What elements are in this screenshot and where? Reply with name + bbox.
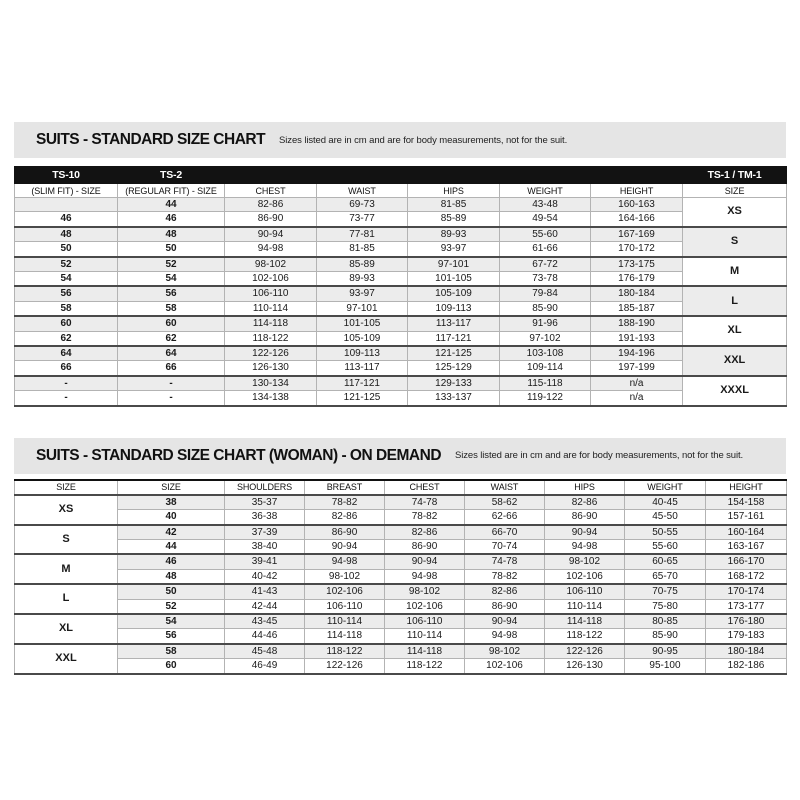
measurement-cell: 77-81 bbox=[317, 227, 408, 242]
measurement-cell: 101-105 bbox=[408, 272, 500, 287]
measurement-cell: 36-38 bbox=[225, 510, 305, 525]
table-row bbox=[15, 242, 787, 257]
measurement-cell: 103-108 bbox=[500, 346, 591, 361]
table-row bbox=[15, 525, 787, 540]
mens-chart-subtitle: Sizes listed are in cm and are for body measurements, not for the suit. bbox=[279, 134, 568, 146]
measurement-cell: 102-106 bbox=[545, 569, 625, 584]
measurement-cell: 90-94 bbox=[385, 554, 465, 569]
measurement-cell: 86-90 bbox=[305, 525, 385, 540]
size-number-cell: 46 bbox=[118, 554, 225, 569]
column-header: HEIGHT bbox=[706, 480, 787, 495]
measurement-cell: 167-169 bbox=[591, 227, 683, 242]
size-group-cell: XXL bbox=[683, 346, 787, 376]
measurement-cell: 160-163 bbox=[591, 198, 683, 212]
table-row bbox=[15, 376, 787, 391]
table-row bbox=[15, 286, 787, 301]
measurement-cell: 41-43 bbox=[225, 584, 305, 599]
measurement-cell: 98-102 bbox=[225, 257, 317, 272]
measurement-cell: 55-60 bbox=[500, 227, 591, 242]
measurement-cell: 113-117 bbox=[408, 316, 500, 331]
measurement-cell: 78-82 bbox=[305, 495, 385, 510]
measurement-cell: 166-170 bbox=[706, 554, 787, 569]
measurement-cell: 121-125 bbox=[317, 391, 408, 406]
measurement-cell: 49-54 bbox=[500, 212, 591, 227]
measurement-cell: 179-183 bbox=[706, 629, 787, 644]
slim-size-cell: 52 bbox=[15, 257, 118, 272]
column-header: (REGULAR FIT) - SIZE bbox=[118, 184, 225, 198]
measurement-cell: 122-126 bbox=[225, 346, 317, 361]
table-row bbox=[15, 584, 787, 599]
measurement-cell: 44-46 bbox=[225, 629, 305, 644]
measurement-cell: 89-93 bbox=[408, 227, 500, 242]
table-row bbox=[15, 644, 787, 659]
measurement-cell: 180-184 bbox=[591, 286, 683, 301]
measurement-cell: 60-65 bbox=[625, 554, 706, 569]
measurement-cell: 114-118 bbox=[305, 629, 385, 644]
regular-size-cell: 48 bbox=[118, 227, 225, 242]
measurement-cell: 197-199 bbox=[591, 361, 683, 376]
measurement-cell: 90-94 bbox=[225, 227, 317, 242]
measurement-cell: 69-73 bbox=[317, 198, 408, 212]
measurement-cell: 66-70 bbox=[465, 525, 545, 540]
regular-size-cell: 54 bbox=[118, 272, 225, 287]
measurement-cell: 81-85 bbox=[317, 242, 408, 257]
column-header: WEIGHT bbox=[500, 184, 591, 198]
slim-size-cell: 50 bbox=[15, 242, 118, 257]
measurement-cell: 110-114 bbox=[545, 599, 625, 614]
measurement-cell: 122-126 bbox=[545, 644, 625, 659]
column-header: SIZE bbox=[15, 480, 118, 495]
measurement-cell: 122-126 bbox=[305, 659, 385, 674]
regular-size-cell: 58 bbox=[118, 301, 225, 316]
measurement-cell: 182-186 bbox=[706, 659, 787, 674]
measurement-cell: 82-86 bbox=[225, 198, 317, 212]
measurement-cell: 70-75 bbox=[625, 584, 706, 599]
slim-size-cell: 48 bbox=[15, 227, 118, 242]
measurement-cell: 74-78 bbox=[465, 554, 545, 569]
measurement-cell: 117-121 bbox=[317, 376, 408, 391]
measurement-cell: 94-98 bbox=[545, 539, 625, 554]
table-row bbox=[15, 659, 787, 674]
table-row bbox=[15, 391, 787, 406]
regular-size-cell: - bbox=[118, 391, 225, 406]
measurement-cell: 176-180 bbox=[706, 614, 787, 629]
measurement-cell: 40-45 bbox=[625, 495, 706, 510]
slim-size-cell: 64 bbox=[15, 346, 118, 361]
ts10-header: TS-10 bbox=[15, 167, 118, 184]
measurement-cell: 125-129 bbox=[408, 361, 500, 376]
slim-size-cell: 46 bbox=[15, 212, 118, 227]
column-header: (SLIM FIT) - SIZE bbox=[15, 184, 118, 198]
measurement-cell: 191-193 bbox=[591, 331, 683, 346]
measurement-cell: 129-133 bbox=[408, 376, 500, 391]
measurement-cell: 97-101 bbox=[317, 301, 408, 316]
size-group-cell: XS bbox=[15, 495, 118, 525]
measurement-cell: 154-158 bbox=[706, 495, 787, 510]
womens-chart-subtitle: Sizes listed are in cm and are for body measurements, not for the suit. bbox=[455, 450, 744, 462]
size-group-cell: S bbox=[683, 227, 787, 257]
size-group-cell: XS bbox=[683, 198, 787, 227]
measurement-cell: 65-70 bbox=[625, 569, 706, 584]
regular-size-cell: 52 bbox=[118, 257, 225, 272]
size-number-cell: 52 bbox=[118, 599, 225, 614]
size-group-cell: L bbox=[683, 286, 787, 316]
measurement-cell: 58-62 bbox=[465, 495, 545, 510]
slim-size-cell: 56 bbox=[15, 286, 118, 301]
measurement-cell: 78-82 bbox=[385, 510, 465, 525]
size-group-cell: L bbox=[15, 584, 118, 614]
measurement-cell: n/a bbox=[591, 376, 683, 391]
measurement-cell: 37-39 bbox=[225, 525, 305, 540]
column-header: HIPS bbox=[545, 480, 625, 495]
measurement-cell: 79-84 bbox=[500, 286, 591, 301]
measurement-cell: 80-85 bbox=[625, 614, 706, 629]
measurement-cell: 109-113 bbox=[317, 346, 408, 361]
measurement-cell: 105-109 bbox=[317, 331, 408, 346]
table-row bbox=[15, 495, 787, 510]
measurement-cell: 102-106 bbox=[385, 599, 465, 614]
measurement-cell: 164-166 bbox=[591, 212, 683, 227]
column-header: CHEST bbox=[225, 184, 317, 198]
size-group-cell: M bbox=[683, 257, 787, 287]
measurement-cell: 40-42 bbox=[225, 569, 305, 584]
fit-header-row bbox=[15, 167, 787, 184]
measurement-cell: 113-117 bbox=[317, 361, 408, 376]
measurement-cell: 109-113 bbox=[408, 301, 500, 316]
measurement-cell: 173-175 bbox=[591, 257, 683, 272]
column-header: CHEST bbox=[385, 480, 465, 495]
measurement-cell: 170-172 bbox=[591, 242, 683, 257]
slim-size-cell: 58 bbox=[15, 301, 118, 316]
measurement-cell: 126-130 bbox=[225, 361, 317, 376]
column-header: WAIST bbox=[465, 480, 545, 495]
table-row bbox=[15, 272, 787, 287]
measurement-cell: 98-102 bbox=[305, 569, 385, 584]
measurement-cell: 94-98 bbox=[225, 242, 317, 257]
measurement-cell: 97-102 bbox=[500, 331, 591, 346]
size-number-cell: 58 bbox=[118, 644, 225, 659]
measurement-cell: 185-187 bbox=[591, 301, 683, 316]
measurement-cell: 45-50 bbox=[625, 510, 706, 525]
measurement-cell: 74-78 bbox=[385, 495, 465, 510]
table-row bbox=[15, 361, 787, 376]
regular-size-cell: 62 bbox=[118, 331, 225, 346]
column-header: HEIGHT bbox=[591, 184, 683, 198]
measurement-cell: 102-106 bbox=[225, 272, 317, 287]
measurement-cell: 82-86 bbox=[385, 525, 465, 540]
size-number-cell: 56 bbox=[118, 629, 225, 644]
measurement-cell: 133-137 bbox=[408, 391, 500, 406]
slim-size-cell: 60 bbox=[15, 316, 118, 331]
slim-size-cell: - bbox=[15, 391, 118, 406]
measurement-cell: 114-118 bbox=[385, 644, 465, 659]
measurement-cell: 114-118 bbox=[225, 316, 317, 331]
measurement-cell: 115-118 bbox=[500, 376, 591, 391]
measurement-cell: 118-122 bbox=[305, 644, 385, 659]
table-row bbox=[15, 212, 787, 227]
size-number-cell: 44 bbox=[118, 539, 225, 554]
measurement-cell: 90-94 bbox=[465, 614, 545, 629]
regular-size-cell: 56 bbox=[118, 286, 225, 301]
measurement-cell: 50-55 bbox=[625, 525, 706, 540]
measurement-cell: 97-101 bbox=[408, 257, 500, 272]
measurement-cell: 157-161 bbox=[706, 510, 787, 525]
measurement-cell: 110-114 bbox=[305, 614, 385, 629]
regular-size-cell: 66 bbox=[118, 361, 225, 376]
measurements-spacer bbox=[225, 167, 683, 184]
table-row bbox=[15, 301, 787, 316]
table-row bbox=[15, 346, 787, 361]
measurement-cell: 101-105 bbox=[317, 316, 408, 331]
measurement-cell: 90-95 bbox=[625, 644, 706, 659]
womens-chart-title-bar bbox=[14, 438, 786, 474]
measurement-cell: 98-102 bbox=[385, 584, 465, 599]
measurement-cell: 109-114 bbox=[500, 361, 591, 376]
measurement-cell: 98-102 bbox=[545, 554, 625, 569]
table-row bbox=[15, 599, 787, 614]
measurement-cell: 119-122 bbox=[500, 391, 591, 406]
table-row bbox=[15, 614, 787, 629]
measurement-cell: 85-90 bbox=[625, 629, 706, 644]
size-group-cell: XL bbox=[683, 316, 787, 346]
measurement-cell: 121-125 bbox=[408, 346, 500, 361]
measurement-cell: 180-184 bbox=[706, 644, 787, 659]
measurement-cell: 170-174 bbox=[706, 584, 787, 599]
measurement-cell: 78-82 bbox=[465, 569, 545, 584]
table-row bbox=[15, 554, 787, 569]
measurement-cell: 85-89 bbox=[408, 212, 500, 227]
regular-size-cell: 50 bbox=[118, 242, 225, 257]
size-number-cell: 38 bbox=[118, 495, 225, 510]
slim-size-cell bbox=[15, 198, 118, 212]
measurement-cell: 86-90 bbox=[385, 539, 465, 554]
size-group-cell: M bbox=[15, 554, 118, 584]
column-header: SIZE bbox=[683, 184, 787, 198]
measurement-cell: 106-110 bbox=[385, 614, 465, 629]
measurement-cell: 91-96 bbox=[500, 316, 591, 331]
size-group-cell: XXXL bbox=[683, 376, 787, 406]
measurement-cell: 38-40 bbox=[225, 539, 305, 554]
measurement-cell: 90-94 bbox=[545, 525, 625, 540]
column-header: BREAST bbox=[305, 480, 385, 495]
table-row bbox=[15, 331, 787, 346]
table-row bbox=[15, 629, 787, 644]
size-number-cell: 48 bbox=[118, 569, 225, 584]
measurement-cell: 117-121 bbox=[408, 331, 500, 346]
measurement-cell: 106-110 bbox=[305, 599, 385, 614]
measurement-cell: 55-60 bbox=[625, 539, 706, 554]
measurement-cell: 94-98 bbox=[385, 569, 465, 584]
measurement-cell: 105-109 bbox=[408, 286, 500, 301]
regular-size-cell: 60 bbox=[118, 316, 225, 331]
measurement-cell: 42-44 bbox=[225, 599, 305, 614]
size-number-cell: 54 bbox=[118, 614, 225, 629]
measurement-cell: 102-106 bbox=[465, 659, 545, 674]
measurement-cell: 85-89 bbox=[317, 257, 408, 272]
table-row bbox=[15, 569, 787, 584]
column-header-row bbox=[15, 480, 787, 495]
measurement-cell: 110-114 bbox=[385, 629, 465, 644]
measurement-cell: 46-49 bbox=[225, 659, 305, 674]
size-group-cell: S bbox=[15, 525, 118, 555]
table-row bbox=[15, 198, 787, 212]
size-group-cell: XL bbox=[15, 614, 118, 644]
size-number-cell: 50 bbox=[118, 584, 225, 599]
measurement-cell: 93-97 bbox=[408, 242, 500, 257]
measurement-cell: 160-164 bbox=[706, 525, 787, 540]
mens-chart-title-bar bbox=[14, 122, 786, 158]
measurement-cell: 114-118 bbox=[545, 614, 625, 629]
table-row bbox=[15, 539, 787, 554]
measurement-cell: 163-167 bbox=[706, 539, 787, 554]
measurement-cell: 62-66 bbox=[465, 510, 545, 525]
slim-size-cell: 54 bbox=[15, 272, 118, 287]
size-number-cell: 60 bbox=[118, 659, 225, 674]
column-header: HIPS bbox=[408, 184, 500, 198]
measurement-cell: 176-179 bbox=[591, 272, 683, 287]
measurement-cell: 89-93 bbox=[317, 272, 408, 287]
measurement-cell: 90-94 bbox=[305, 539, 385, 554]
measurement-cell: 85-90 bbox=[500, 301, 591, 316]
womens-size-table bbox=[14, 479, 787, 675]
womens-chart-title: SUITS - STANDARD SIZE CHART (WOMAN) - ON DEMAND bbox=[36, 446, 442, 464]
measurement-cell: 98-102 bbox=[465, 644, 545, 659]
measurement-cell: 118-122 bbox=[545, 629, 625, 644]
measurement-cell: 81-85 bbox=[408, 198, 500, 212]
regular-size-cell: - bbox=[118, 376, 225, 391]
measurement-cell: 70-74 bbox=[465, 539, 545, 554]
measurement-cell: 130-134 bbox=[225, 376, 317, 391]
size-number-cell: 42 bbox=[118, 525, 225, 540]
ts2-header: TS-2 bbox=[118, 167, 225, 184]
measurement-cell: 168-172 bbox=[706, 569, 787, 584]
measurement-cell: 118-122 bbox=[385, 659, 465, 674]
measurement-cell: 67-72 bbox=[500, 257, 591, 272]
measurement-cell: 39-41 bbox=[225, 554, 305, 569]
regular-size-cell: 64 bbox=[118, 346, 225, 361]
measurement-cell: 118-122 bbox=[225, 331, 317, 346]
measurement-cell: 188-190 bbox=[591, 316, 683, 331]
measurement-cell: 93-97 bbox=[317, 286, 408, 301]
table-row bbox=[15, 227, 787, 242]
table-row bbox=[15, 316, 787, 331]
measurement-cell: 94-98 bbox=[465, 629, 545, 644]
measurement-cell: 86-90 bbox=[545, 510, 625, 525]
measurement-cell: 73-77 bbox=[317, 212, 408, 227]
measurement-cell: 61-66 bbox=[500, 242, 591, 257]
size-number-cell: 40 bbox=[118, 510, 225, 525]
column-header: WAIST bbox=[317, 184, 408, 198]
mens-size-table bbox=[14, 166, 787, 407]
mens-chart-title: SUITS - STANDARD SIZE CHART bbox=[36, 131, 266, 148]
table-row bbox=[15, 510, 787, 525]
measurement-cell: 106-110 bbox=[545, 584, 625, 599]
size-group-cell: XXL bbox=[15, 644, 118, 674]
measurement-cell: 45-48 bbox=[225, 644, 305, 659]
regular-size-cell: 46 bbox=[118, 212, 225, 227]
measurement-cell: 173-177 bbox=[706, 599, 787, 614]
regular-size-cell: 44 bbox=[118, 198, 225, 212]
measurement-cell: n/a bbox=[591, 391, 683, 406]
slim-size-cell: 62 bbox=[15, 331, 118, 346]
measurement-cell: 82-86 bbox=[465, 584, 545, 599]
column-header: SIZE bbox=[118, 480, 225, 495]
measurement-cell: 82-86 bbox=[545, 495, 625, 510]
table-row bbox=[15, 257, 787, 272]
measurement-cell: 75-80 bbox=[625, 599, 706, 614]
measurement-cell: 82-86 bbox=[305, 510, 385, 525]
column-header: WEIGHT bbox=[625, 480, 706, 495]
measurement-cell: 106-110 bbox=[225, 286, 317, 301]
measurement-cell: 73-78 bbox=[500, 272, 591, 287]
measurement-cell: 94-98 bbox=[305, 554, 385, 569]
size-chart-sheet bbox=[14, 122, 786, 675]
measurement-cell: 86-90 bbox=[225, 212, 317, 227]
slim-size-cell: 66 bbox=[15, 361, 118, 376]
slim-size-cell: - bbox=[15, 376, 118, 391]
ts1-tm1-header: TS-1 / TM-1 bbox=[683, 167, 787, 184]
measurement-cell: 35-37 bbox=[225, 495, 305, 510]
measurement-cell: 194-196 bbox=[591, 346, 683, 361]
measurement-cell: 126-130 bbox=[545, 659, 625, 674]
column-header-row bbox=[15, 184, 787, 198]
measurement-cell: 102-106 bbox=[305, 584, 385, 599]
measurement-cell: 86-90 bbox=[465, 599, 545, 614]
column-header: SHOULDERS bbox=[225, 480, 305, 495]
measurement-cell: 43-45 bbox=[225, 614, 305, 629]
measurement-cell: 134-138 bbox=[225, 391, 317, 406]
measurement-cell: 43-48 bbox=[500, 198, 591, 212]
measurement-cell: 95-100 bbox=[625, 659, 706, 674]
measurement-cell: 110-114 bbox=[225, 301, 317, 316]
